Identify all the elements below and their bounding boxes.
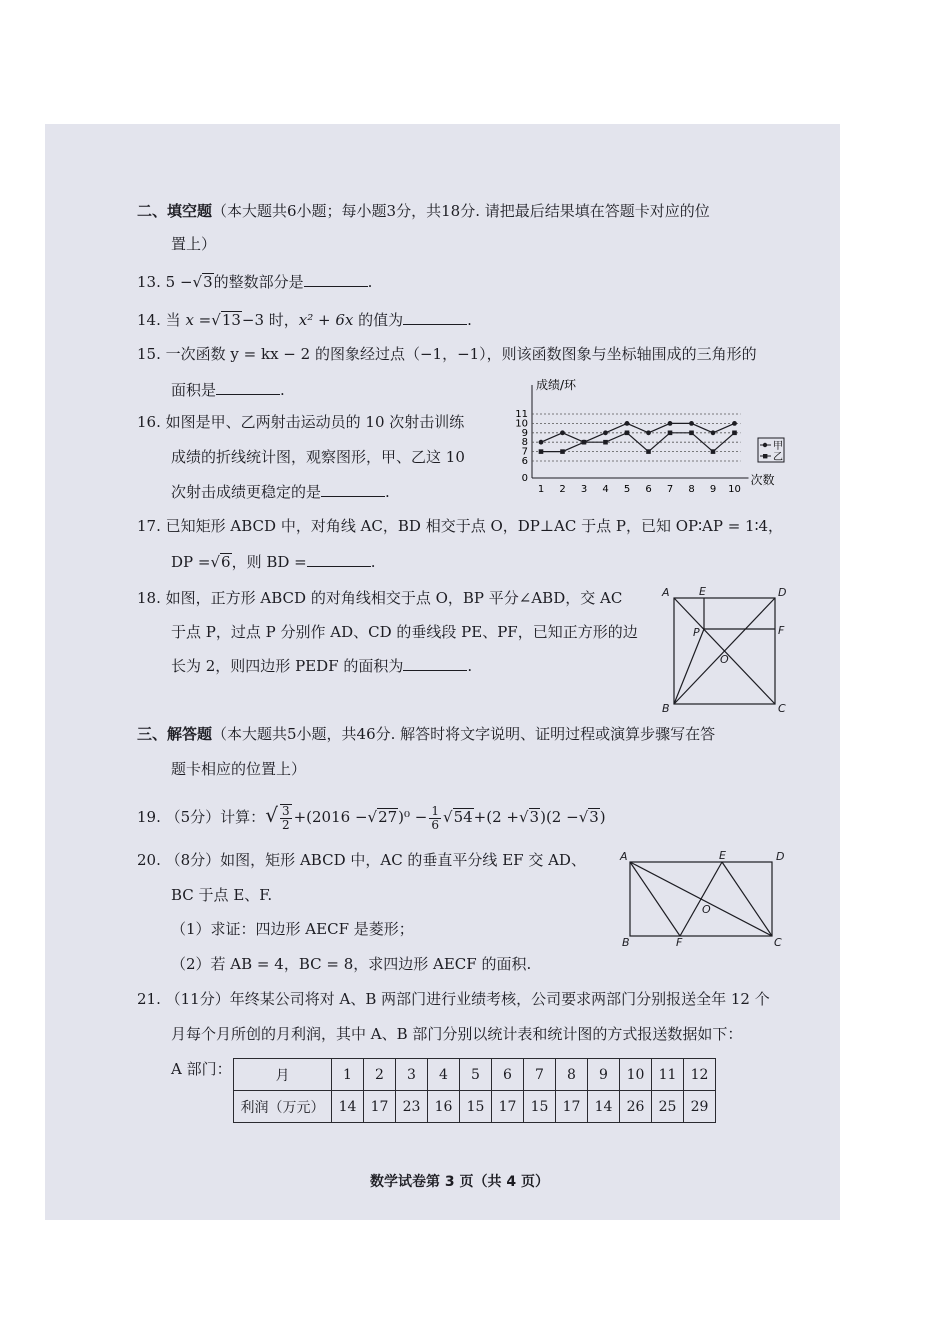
question-number: 19.	[137, 808, 161, 826]
x-tick-label: 7	[666, 484, 674, 495]
data-point-jia	[539, 440, 544, 445]
y-tick-label: 8	[521, 437, 528, 449]
table-cell: 29	[684, 1091, 716, 1123]
sqrt-symbol: √	[265, 803, 278, 827]
question-19	[137, 798, 606, 834]
fraction-1-6	[429, 805, 441, 832]
question-21	[137, 989, 770, 1009]
table-cell: 1	[332, 1059, 364, 1091]
answer-blank	[307, 552, 371, 567]
answer-blank	[403, 310, 467, 325]
question-17-cont	[171, 552, 376, 572]
section3-header	[137, 724, 715, 744]
data-point-yi	[582, 440, 587, 445]
label-e: E	[719, 849, 726, 862]
q19-radicand-3b: 3	[589, 808, 599, 826]
section2-note: （本大题共6小题；每小题3分，共18分. 请把最后结果填在答题卡对应的位	[212, 202, 710, 220]
answer-blank	[216, 380, 280, 395]
data-point-yi	[668, 431, 673, 436]
question-18	[137, 588, 622, 608]
q13-text-b: 的整数部分是	[213, 273, 304, 291]
section2-heading: 二、填空题	[137, 202, 213, 220]
data-point-jia	[560, 430, 565, 435]
data-point-yi	[603, 440, 608, 445]
q20-sub2: （2）若 AB = 4，BC = 8，求四边形 AECF 的面积.	[171, 955, 532, 973]
question-20	[137, 850, 586, 870]
question-number: 15.	[137, 345, 161, 363]
q21-line1: （11分）年终某公司将对 A、B 两部门进行业绩考核，公司要求两部门分别报送全年 12 个	[165, 990, 770, 1008]
numerator: 1	[431, 803, 440, 818]
table-cell: 15	[460, 1091, 492, 1123]
data-point-jia	[603, 430, 608, 435]
q15-line1: 一次函数 y = kx − 2 的图象经过点（−1，−1），则该函数图象与坐标轴围成的三角形的	[165, 345, 757, 363]
y-tick-label: 10	[515, 418, 528, 430]
question-15-cont	[171, 380, 285, 400]
segment-af	[630, 862, 680, 936]
x-tick-label: 10	[728, 484, 741, 495]
x-tick-label: 6	[645, 484, 652, 495]
table-cell: 16	[428, 1091, 460, 1123]
table-cell: 3	[396, 1059, 428, 1091]
q14-text-c: 的值为	[353, 311, 404, 329]
data-point-yi	[646, 449, 651, 454]
q14-text: 当	[165, 311, 181, 329]
q13-text: 5 −	[165, 273, 193, 291]
label-c: C	[778, 702, 786, 714]
data-point-yi	[560, 449, 565, 454]
sqrt-symbol: √	[210, 553, 221, 571]
numerator: 3	[281, 804, 290, 818]
question-number: 17.	[137, 517, 161, 535]
q19-radicand-54: 54	[453, 808, 473, 826]
x-tick-label: 8	[688, 484, 695, 495]
answer-blank	[403, 656, 467, 671]
table-cell: 14	[588, 1091, 620, 1123]
data-point-yi	[625, 431, 630, 436]
table-cell: 10	[620, 1059, 652, 1091]
q19-points: （5分）计算：	[165, 808, 266, 826]
square-geometry-figure	[658, 584, 793, 714]
q20-line1: （8分）如图，矩形 ABCD 中，AC 的垂直平分线 EF 交 AD、	[165, 851, 586, 869]
q14-radicand: 13	[221, 311, 241, 329]
label-d: D	[776, 850, 785, 863]
label-c: C	[774, 936, 782, 949]
x-tick-label: 5	[623, 484, 631, 495]
table-cell: 26	[620, 1091, 652, 1123]
q14-end: .	[467, 311, 472, 329]
q16-line1: 如图是甲、乙两射击运动员的 10 次射击训练	[165, 413, 465, 431]
data-point-jia	[668, 421, 673, 426]
profit-table	[233, 1058, 716, 1123]
q17-text-b: ，则 BD =	[231, 553, 307, 571]
q16-end: .	[385, 483, 390, 501]
denominator: 6	[431, 817, 440, 832]
data-point-yi	[689, 431, 694, 436]
question-number: 18.	[137, 589, 161, 607]
q16-line3: 次射击成绩更稳定的是	[171, 483, 322, 501]
table-header-profit: 利润（万元）	[234, 1091, 332, 1123]
q17-line1: 已知矩形 ABCD 中，对角线 AC，BD 相交于点 O，DP⊥AC 于点 P，已知 OP∶AP = 1∶4，	[165, 517, 784, 535]
table-header-month: 月	[234, 1059, 332, 1091]
x-tick-label: 2	[559, 484, 566, 495]
q19-part5: )(2 −	[540, 808, 579, 826]
rectangle-geometry-figure	[616, 846, 791, 951]
table-row	[234, 1059, 716, 1091]
question-16-cont	[171, 482, 390, 502]
table-cell: 14	[332, 1091, 364, 1123]
y-tick-label: 7	[521, 446, 528, 458]
table-cell: 12	[684, 1059, 716, 1091]
data-point-yi	[732, 431, 737, 436]
question-13	[137, 272, 372, 292]
y-tick-label: 6	[521, 456, 528, 467]
data-point-jia	[646, 430, 651, 435]
q19-part2: +(2016 −	[293, 808, 368, 826]
table-cell: 7	[524, 1059, 556, 1091]
y-axis-label: 成绩/环	[536, 378, 577, 392]
data-point-jia	[625, 421, 630, 426]
legend-label-jia: 甲	[773, 441, 783, 452]
label-f: F	[778, 624, 785, 637]
legend-marker-jia	[763, 443, 767, 447]
x-tick-label: 9	[709, 484, 717, 495]
table-cell: 2	[364, 1059, 396, 1091]
data-point-jia	[711, 430, 716, 435]
question-number: 21.	[137, 990, 161, 1008]
section3-note: （本大题共5小题，共46分. 解答时将文字说明、证明过程或演算步骤写在答	[212, 725, 716, 743]
data-point-jia	[689, 421, 694, 426]
shooting-score-line-chart	[510, 375, 795, 495]
page-footer: 数学试卷第 3 页（共 4 页）	[370, 1174, 549, 1190]
label-a: A	[620, 850, 628, 863]
answer-blank	[304, 272, 368, 287]
table-cell: 5	[460, 1059, 492, 1091]
denominator: 2	[281, 818, 290, 832]
question-16	[137, 412, 464, 432]
x-tick-label: 3	[580, 484, 588, 495]
table-cell: 15	[524, 1091, 556, 1123]
table-cell: 11	[652, 1059, 684, 1091]
segment-ef	[680, 862, 722, 936]
label-e: E	[699, 585, 706, 598]
bisector-bp	[674, 629, 704, 704]
q14-eq: =	[193, 311, 212, 329]
question-number: 20.	[137, 851, 161, 869]
q18-end: .	[467, 657, 473, 675]
table-cell: 17	[364, 1091, 396, 1123]
q19-part4: +(2 +	[473, 808, 519, 826]
q18-line3: 长为 2，则四边形 PEDF 的面积为	[171, 657, 404, 675]
question-number: 16.	[137, 413, 161, 431]
q13-end: .	[367, 273, 373, 291]
sqrt-symbol: √	[518, 808, 529, 826]
question-number: 13.	[137, 273, 161, 291]
table-cell: 4	[428, 1059, 460, 1091]
section2-note-cont: 置上）	[171, 235, 217, 253]
label-d: D	[778, 586, 787, 599]
legend-label-yi: 乙	[773, 452, 783, 463]
table-cell: 25	[652, 1091, 684, 1123]
table-cell: 17	[492, 1091, 524, 1123]
x-tick-label: 1	[537, 484, 545, 495]
section2-header	[137, 201, 710, 221]
table-cell: 6	[492, 1059, 524, 1091]
fraction-3-2	[280, 804, 292, 832]
label-b: B	[622, 936, 630, 949]
label-a: A	[662, 586, 670, 599]
q17-end: .	[370, 553, 376, 571]
table-cell: 8	[556, 1059, 588, 1091]
table-cell: 23	[396, 1091, 428, 1123]
q14-text-b: −3 时，	[241, 311, 299, 329]
q17-radicand: 6	[221, 553, 231, 571]
sqrt-symbol: √	[192, 273, 203, 291]
data-point-yi	[711, 449, 716, 454]
sqrt-symbol: √	[211, 311, 221, 329]
q18-line2: 于点 P，过点 P 分别作 AD、CD 的垂线段 PE、PF，已知正方形的边	[171, 623, 638, 641]
q21-dept-label: A 部门：	[171, 1060, 232, 1078]
label-p: P	[693, 626, 700, 639]
y-tick-label: 9	[521, 427, 528, 439]
q14-expr: x² + 6x	[298, 311, 354, 329]
question-17	[137, 516, 783, 536]
x-axis-label: 次数	[750, 473, 775, 487]
q19-part6: )	[599, 808, 606, 826]
data-point-jia	[732, 421, 737, 426]
q13-radicand: 3	[203, 273, 213, 291]
q20-line2: BC 于点 E、F.	[171, 886, 273, 904]
label-o: O	[702, 903, 711, 916]
q19-radicand-27: 27	[378, 808, 398, 826]
q15-line2: 面积是	[171, 381, 217, 399]
table-cell: 17	[556, 1091, 588, 1123]
q20-sub1: （1）求证：四边形 AECF 是菱形；	[171, 920, 414, 938]
question-number: 14.	[137, 311, 161, 329]
q21-line2: 月每个月所创的月利润，其中 A、B 部门分别以统计表和统计图的方式报送数据如下：	[171, 1025, 743, 1043]
table-cell: 9	[588, 1059, 620, 1091]
label-f: F	[676, 936, 683, 949]
q18-line1: 如图，正方形 ABCD 的对角线相交于点 O，BP 平分∠ABD，交 AC	[165, 589, 623, 607]
segment-ec	[722, 862, 772, 936]
question-14	[137, 310, 472, 330]
data-point-yi	[539, 449, 544, 454]
q16-line2: 成绩的折线统计图，观察图形，甲、乙这 10	[171, 448, 465, 466]
question-18-cont	[171, 656, 472, 676]
y-tick-label: 0	[521, 473, 528, 484]
sqrt-symbol: √	[367, 808, 378, 826]
q19-radicand-3a: 3	[529, 808, 540, 826]
legend-marker-yi	[763, 454, 767, 458]
q19-part3: )⁰ −	[398, 808, 428, 826]
answer-blank	[321, 482, 385, 497]
label-b: B	[662, 702, 670, 714]
q17-text: DP =	[171, 553, 211, 571]
question-15	[137, 344, 757, 364]
y-tick-label: 11	[515, 409, 528, 420]
sqrt-symbol: √	[443, 808, 453, 826]
x-tick-label: 4	[602, 484, 609, 495]
q14-var: x	[185, 311, 194, 329]
q15-end: .	[280, 381, 285, 399]
section3-note-cont: 题卡相应的位置上）	[171, 760, 307, 778]
section3-heading: 三、解答题	[137, 725, 213, 743]
sqrt-symbol: √	[578, 808, 589, 826]
table-row	[234, 1091, 716, 1123]
label-o: O	[720, 653, 729, 666]
